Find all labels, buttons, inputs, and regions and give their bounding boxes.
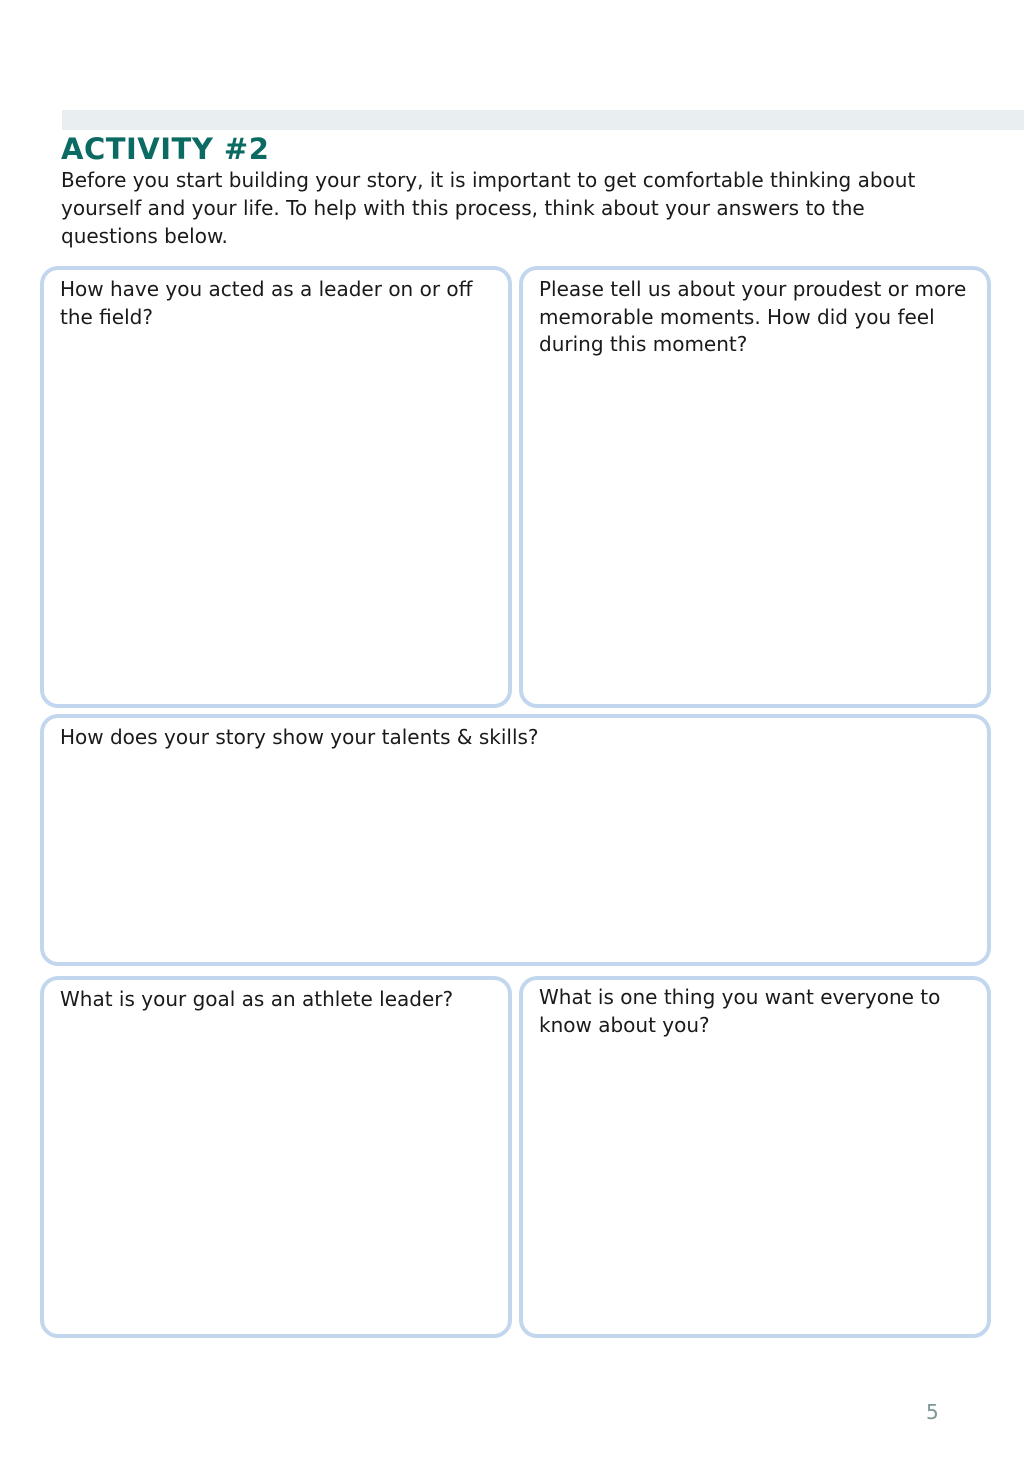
question-talents-skills: How does your story show your talents & skills? bbox=[60, 725, 539, 749]
answer-box-proudest-moments[interactable] bbox=[519, 266, 991, 708]
question-proudest-moments: Please tell us about your proudest or more memorable moments. How did you feel during this moment? bbox=[539, 277, 967, 356]
question-leadership: How have you acted as a leader on or off the field? bbox=[60, 277, 473, 329]
answer-box-talents-skills[interactable] bbox=[40, 714, 991, 966]
page-number: 5 bbox=[926, 1400, 939, 1424]
header-band bbox=[62, 110, 1024, 130]
question-athlete-goal: What is your goal as an athlete leader? bbox=[60, 987, 454, 1011]
answer-box-athlete-goal[interactable] bbox=[40, 976, 512, 1338]
answer-box-leadership[interactable] bbox=[40, 266, 512, 708]
question-one-thing: What is one thing you want everyone to know about you? bbox=[539, 985, 941, 1037]
answer-box-one-thing[interactable] bbox=[519, 976, 991, 1338]
activity-title: ACTIVITY #2 bbox=[61, 132, 270, 166]
activity-intro: Before you start building your story, it is important to get comfortable thinking about yourself and your life. To help with this process, think about your answers to the questions below. bbox=[61, 168, 916, 248]
